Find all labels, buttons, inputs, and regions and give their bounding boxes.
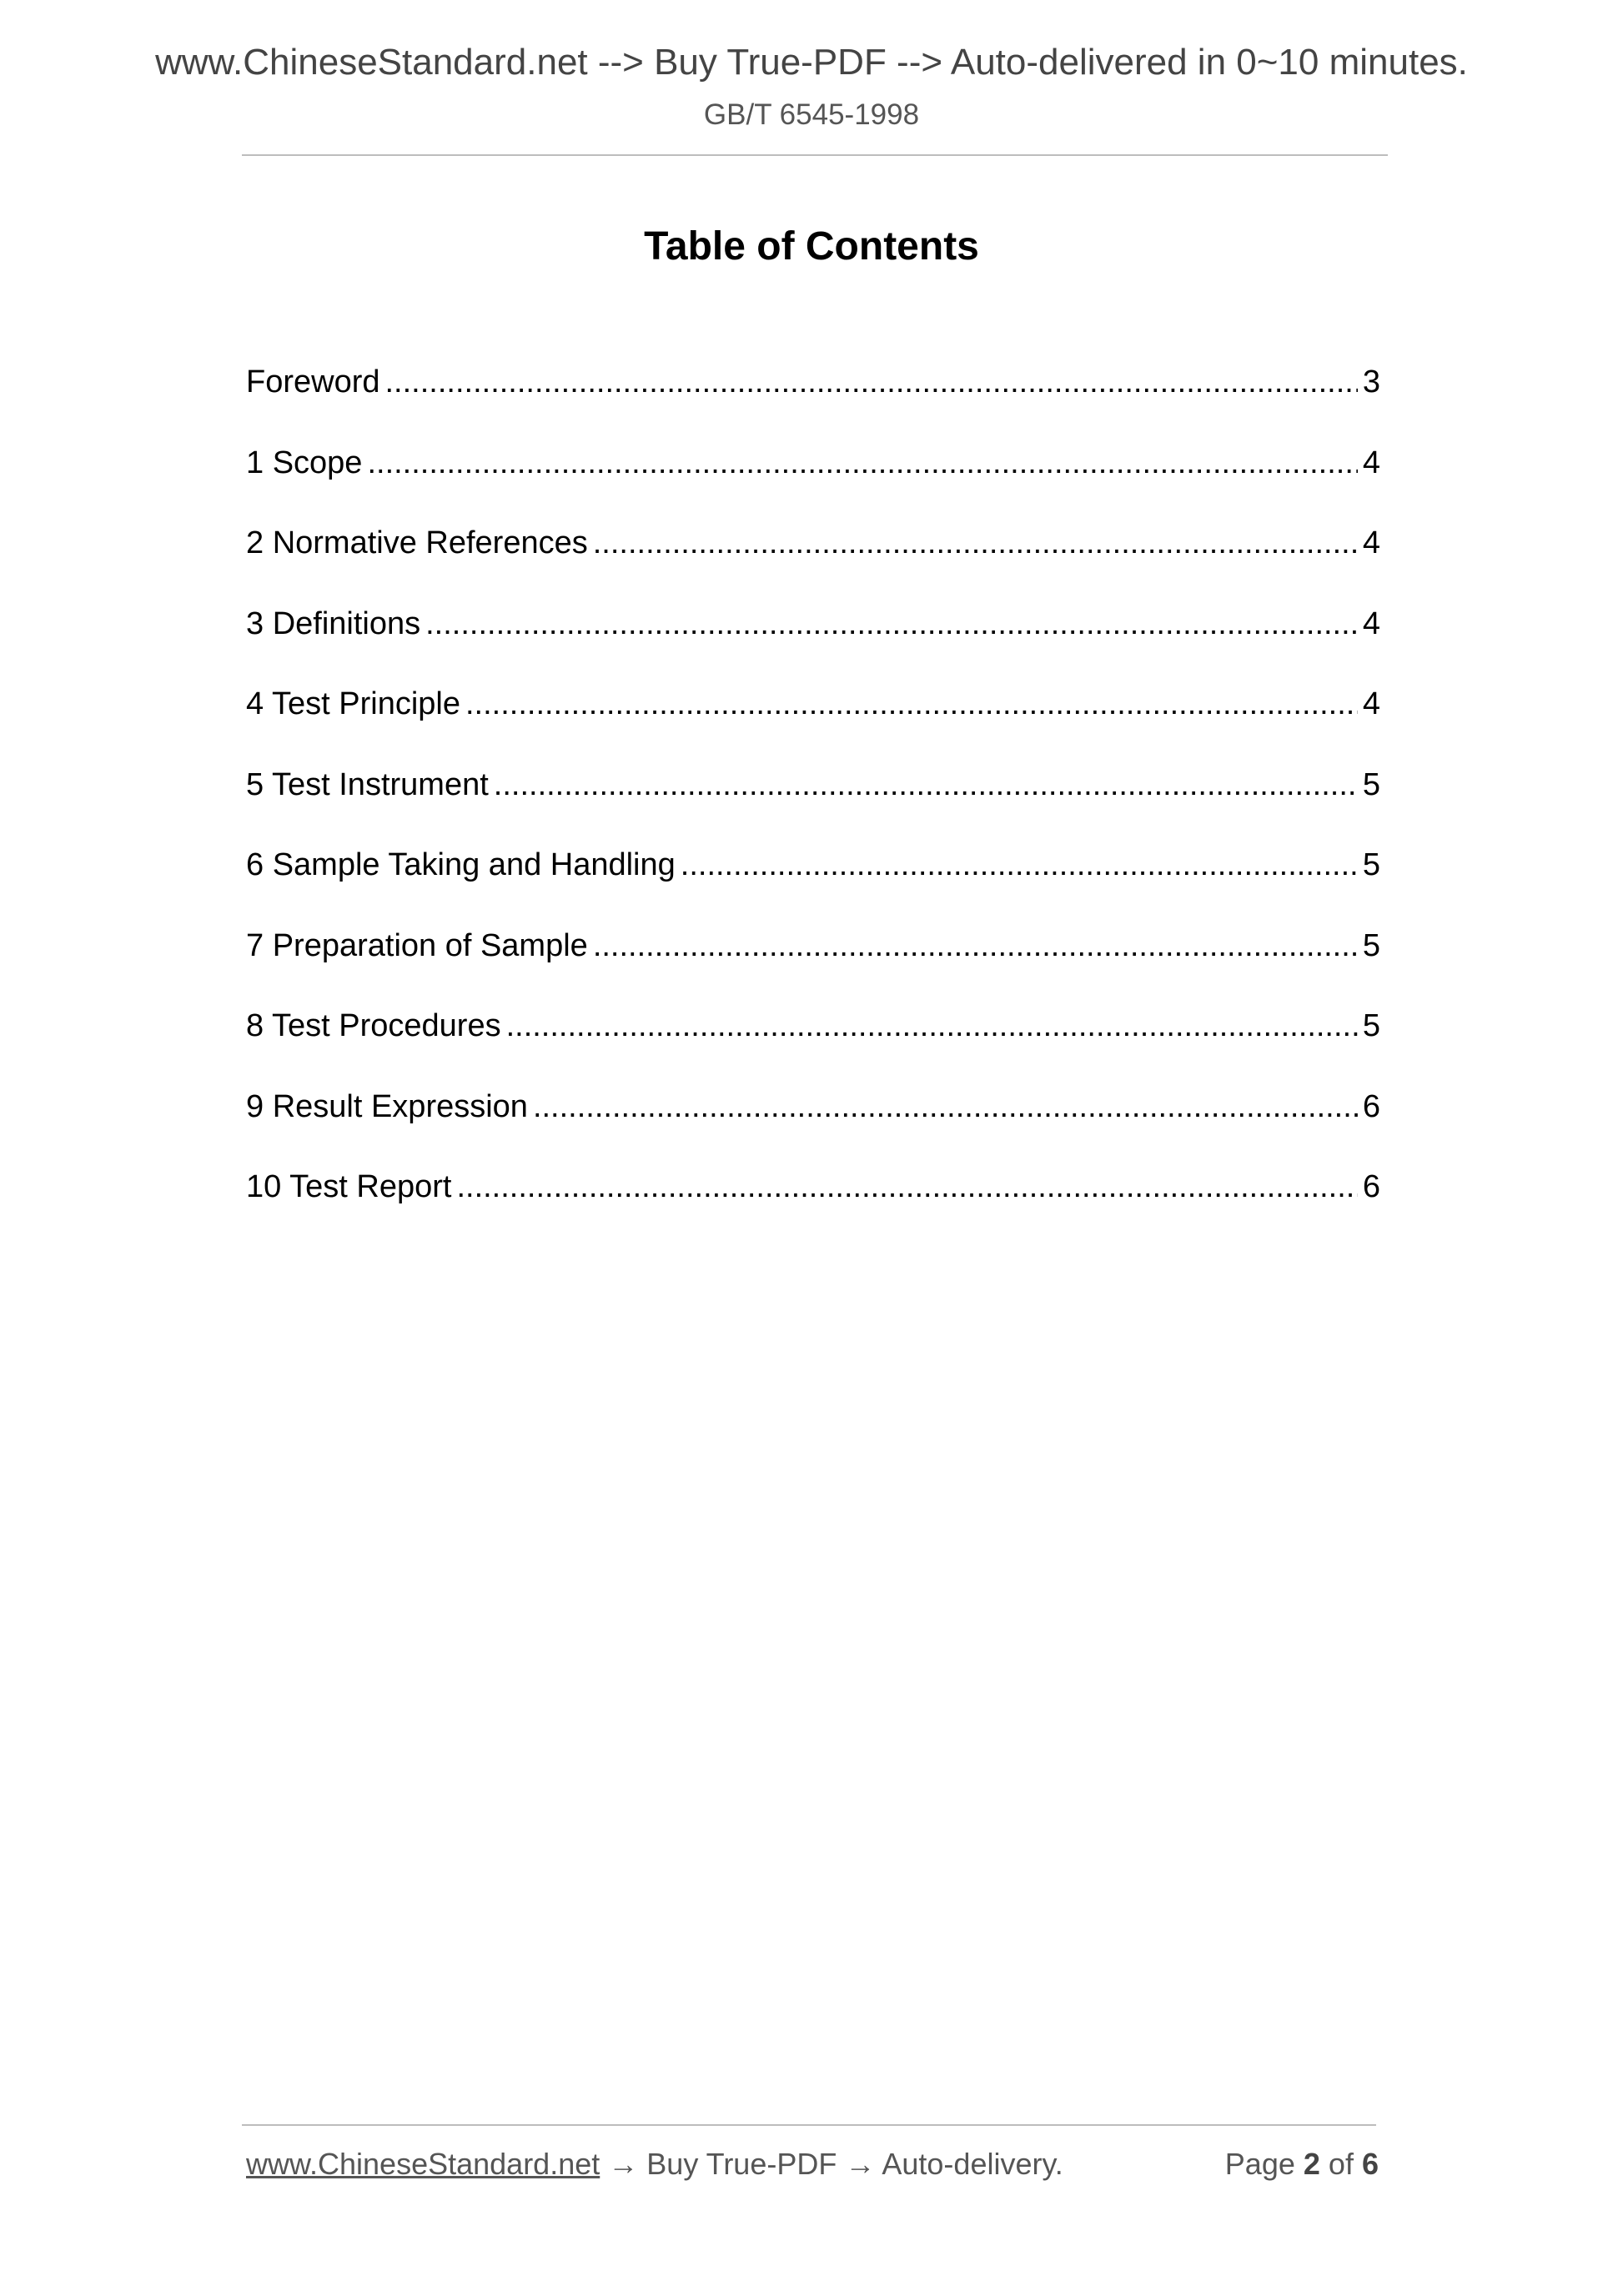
toc-dot-leader [533,1085,1358,1128]
current-page: 2 [1303,2147,1320,2181]
toc-dot-leader [681,843,1358,887]
arrow-right-icon: → [845,2147,876,2181]
toc-dot-leader [425,602,1358,646]
toc-entry-scope[interactable] [246,441,1380,522]
toc-entry-label: 4 Test Principle [246,686,460,721]
toc-list [246,360,1380,1246]
toc-entry-label: Foreword [246,364,380,399]
footer-buy-text: Buy True-PDF [646,2147,837,2181]
toc-entry-definitions[interactable] [246,602,1380,683]
toc-dot-leader [506,1004,1358,1048]
toc-dot-leader [593,521,1358,565]
toc-entry-normative-references[interactable] [246,521,1380,602]
header-divider [242,154,1388,156]
toc-dot-leader [465,682,1358,726]
toc-entry-result-expression[interactable] [246,1085,1380,1166]
page-footer [246,2147,1379,2182]
toc-entry-page: 5 [1362,847,1380,882]
toc-dot-leader [494,763,1358,806]
toc-entry-page: 4 [1362,525,1380,560]
toc-entry-page: 5 [1362,766,1380,802]
footer-website-link[interactable]: www.ChineseStandard.net [246,2147,600,2181]
toc-title: Table of Contents [644,224,979,269]
toc-entry-page: 6 [1362,1169,1380,1204]
footer-delivery-text: Auto-delivery. [882,2147,1063,2181]
toc-entry-page: 6 [1362,1088,1380,1124]
toc-entry-foreword[interactable] [246,360,1380,441]
toc-entry-label: 7 Preparation of Sample [246,927,588,963]
toc-entry-test-procedures[interactable] [246,1004,1380,1085]
toc-dot-leader [593,924,1358,967]
toc-entry-label: 5 Test Instrument [246,766,489,802]
toc-entry-page: 5 [1362,927,1380,963]
page-of-word: of [1328,2147,1354,2181]
toc-entry-sample-taking[interactable] [246,843,1380,924]
toc-entry-page: 4 [1362,445,1380,480]
header-banner: www.ChineseStandard.net --> Buy True-PDF --> Auto-delivered in 0~10 minutes. [155,42,1468,83]
arrow-right-icon: → [608,2147,639,2181]
toc-dot-leader [367,441,1357,485]
toc-entry-test-instrument[interactable] [246,763,1380,844]
toc-entry-label: 9 Result Expression [246,1088,528,1124]
toc-dot-leader [385,360,1358,404]
toc-entry-label: 10 Test Report [246,1169,452,1204]
toc-entry-test-principle[interactable] [246,682,1380,763]
toc-entry-label: 8 Test Procedures [246,1008,501,1043]
toc-entry-page: 4 [1362,605,1380,641]
footer-divider [242,2124,1376,2126]
page-word: Page [1224,2147,1295,2181]
document-code: GB/T 6545-1998 [703,98,920,131]
page-number [1225,2147,1379,2182]
toc-entry-label: 2 Normative References [246,525,588,560]
toc-entry-label: 3 Definitions [246,605,421,641]
toc-entry-label: 6 Sample Taking and Handling [246,847,676,882]
toc-entry-preparation-of-sample[interactable] [246,924,1380,1005]
toc-entry-page: 3 [1362,364,1380,399]
toc-entry-page: 5 [1362,1008,1380,1043]
toc-dot-leader [456,1165,1357,1208]
total-pages: 6 [1361,2147,1379,2181]
toc-entry-page: 4 [1362,686,1380,721]
toc-entry-test-report[interactable] [246,1165,1380,1246]
toc-entry-label: 1 Scope [246,445,363,480]
